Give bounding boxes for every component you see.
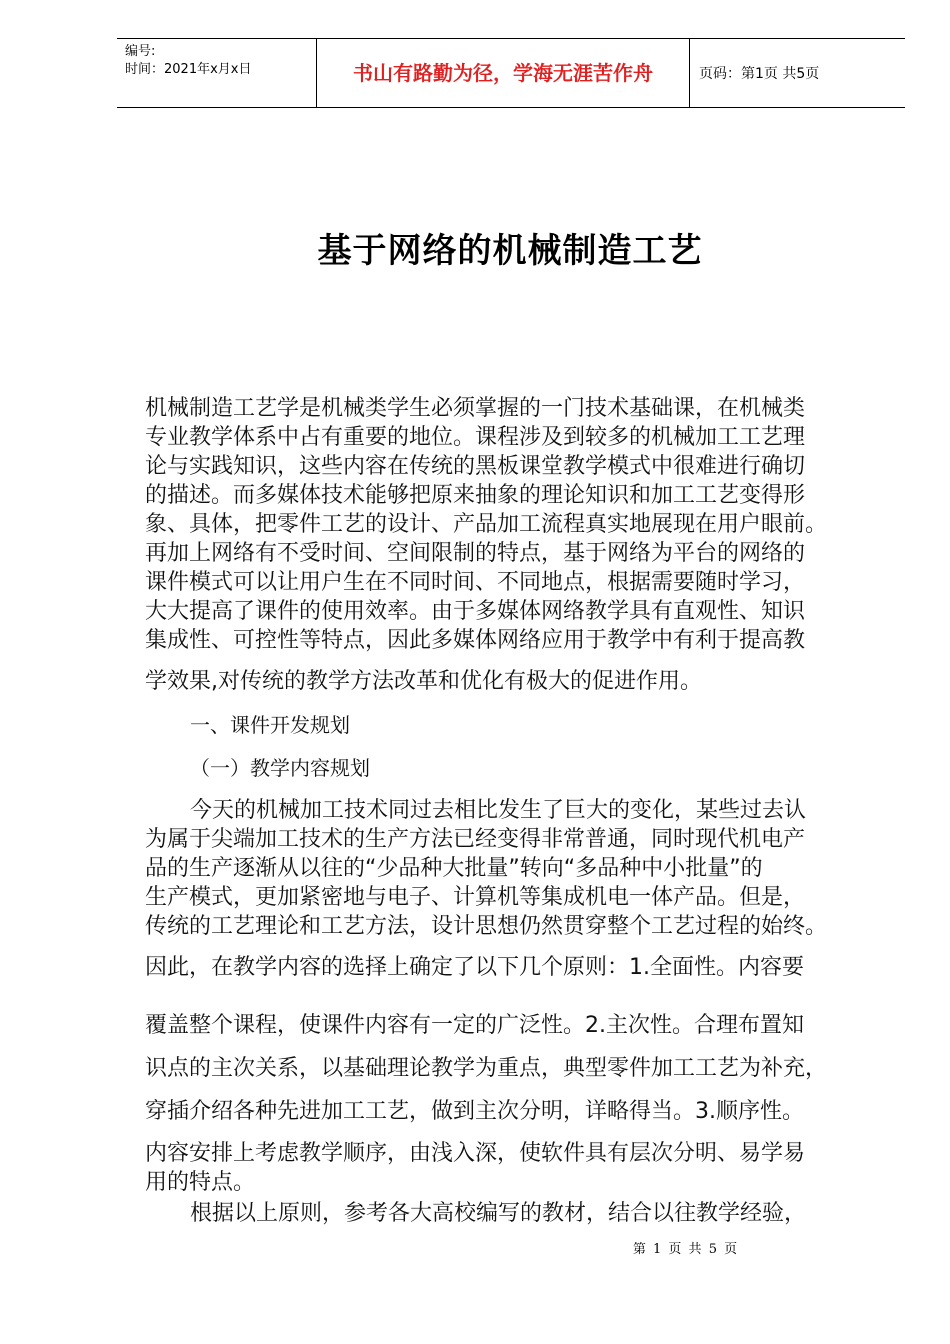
- header-motto: 书山有路勤为径，学海无涯苦作舟: [353, 61, 653, 85]
- document-title: 基于网络的机械制造工艺: [317, 231, 703, 271]
- header-page-cell: [689, 39, 905, 107]
- body-line: 大大提高了课件的使用效率。由于多媒体网络教学具有直观性、知识: [145, 599, 806, 624]
- body-line: 机械制造工艺学是机械类学生必须掌握的一门技术基础课，在机械类: [145, 396, 806, 421]
- body-line: 用的特点。: [145, 1170, 256, 1195]
- body-line: 专业教学体系中占有重要的地位。课程涉及到较多的机械加工工艺理: [145, 425, 806, 450]
- section-heading: 一、课件开发规划: [190, 713, 350, 737]
- body-line: 因此，在教学内容的选择上确定了以下几个原则：1.全面性。内容要: [145, 955, 804, 980]
- body-line: 的描述。而多媒体技术能够把原来抽象的理论知识和加工工艺变得形: [145, 483, 806, 508]
- body-line: 论与实践知识，这些内容在传统的黑板课堂教学模式中很难进行确切: [145, 454, 806, 479]
- body-line: 根据以上原则，参考各大高校编写的教材，结合以往教学经验，: [190, 1201, 807, 1226]
- body-line: 集成性、可控性等特点，因此多媒体网络应用于教学中有利于提高教: [145, 628, 806, 653]
- body-line: 再加上网络有不受时间、空间限制的特点，基于网络为平台的网络的: [145, 541, 806, 566]
- body-line: 识点的主次关系，以基础理论教学为重点，典型零件加工工艺为补充，: [145, 1056, 828, 1081]
- body-line: 学效果,对传统的教学方法改革和优化有极大的促进作用。: [145, 669, 702, 694]
- header-motto-cell: [316, 39, 690, 107]
- body-line: 覆盖整个课程，使课件内容有一定的广泛性。2.主次性。合理布置知: [145, 1013, 804, 1038]
- document-time-label: 时间：2021年x月x日: [125, 62, 252, 77]
- header-page-label: 页码：第1页 共5页: [699, 66, 820, 82]
- body-line: 为属于尖端加工技术的生产方法已经变得非常普通，同时现代机电产: [145, 827, 806, 852]
- body-line: 穿插介绍各种先进加工工艺，做到主次分明，详略得当。3.顺序性。: [145, 1099, 804, 1124]
- body-line: 品的生产逐渐从以往的“少品种大批量”转向“多品种中小批量”的: [145, 856, 763, 881]
- body-line: 生产模式，更加紧密地与电子、计算机等集成机电一体产品。但是，: [145, 885, 806, 910]
- document-header: [117, 38, 905, 108]
- subsection-heading: （一）教学内容规划: [190, 756, 370, 780]
- header-info-cell: [117, 39, 316, 107]
- body-line: 课件模式可以让用户生在不同时间、不同地点，根据需要随时学习，: [145, 570, 806, 595]
- body-line: 内容安排上考虑教学顺序，由浅入深，使软件具有层次分明、易学易: [145, 1141, 806, 1166]
- body-line: 传统的工艺理论和工艺方法，设计思想仍然贯穿整个工艺过程的始终。: [145, 914, 828, 939]
- document-number-label: 编号:: [125, 44, 156, 59]
- body-line: 今天的机械加工技术同过去相比发生了巨大的变化，某些过去认: [190, 798, 807, 823]
- page-footer: 第 1 页 共 5 页: [632, 1242, 738, 1257]
- body-line: 象、具体，把零件工艺的设计、产品加工流程真实地展现在用户眼前。: [145, 512, 828, 537]
